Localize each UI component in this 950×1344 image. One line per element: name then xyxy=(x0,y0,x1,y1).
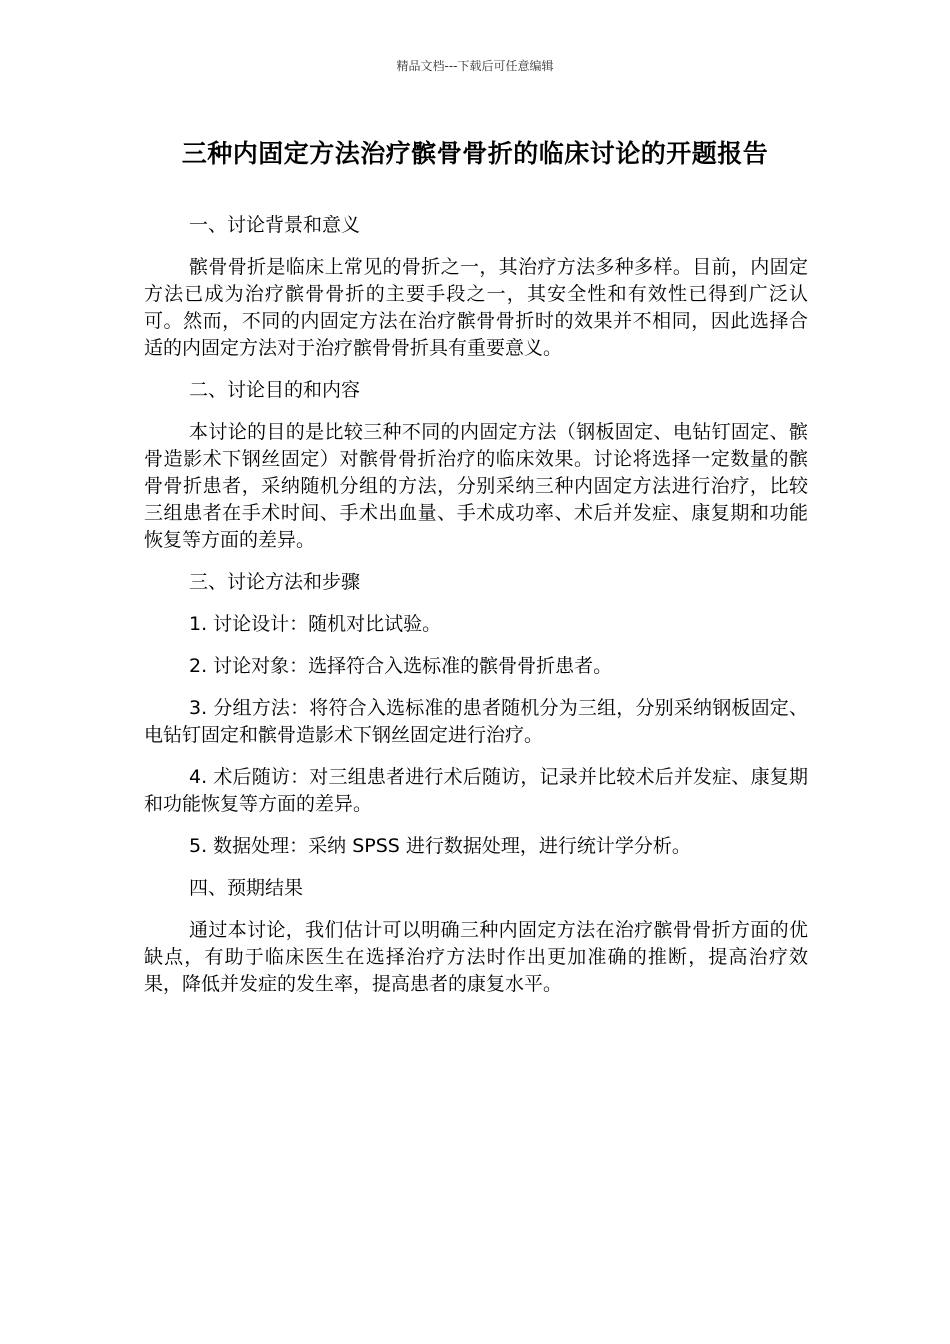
list-item-data-processing: 5. 数据处理：采纳 SPSS 进行数据处理，进行统计学分析。 xyxy=(189,835,691,857)
section-heading-expected-results: 四、预期结果 xyxy=(189,877,304,899)
list-item-subjects: 2. 讨论对象：选择符合入选标准的髌骨骨折患者。 xyxy=(189,655,613,677)
list-item-design: 1. 讨论设计：随机对比试验。 xyxy=(189,613,442,635)
section-paragraph-purpose: 本讨论的目的是比较三种不同的内固定方法（钢板固定、电钻钉固定、髌骨造影术下钢丝固定）对髌骨骨折治疗的临床效果。讨论将选择一定数量的髌骨骨折患者，采纳随机分组的方法，分别采纳三种内固定方法进行治疗，比较三组患者在手术时间、手术出血量、手术成功率、术后并发症、康复期和功能恢复等方面的差异。 xyxy=(144,421,808,551)
list-item-grouping: 3. 分组方法：将符合入选标准的患者随机分为三组，分别采纳钢板固定、电钻钉固定和髌骨造影术下钢丝固定进行治疗。 xyxy=(144,697,808,746)
section-paragraph-background: 髌骨骨折是临床上常见的骨折之一，其治疗方法多种多样。目前，内固定方法已成为治疗髌骨骨折的主要手段之一，其安全性和有效性已得到广泛认可。然而，不同的内固定方法在治疗髌骨骨折时的效果并不相同，因此选择合适的内固定方法对于治疗髌骨骨折具有重要意义。 xyxy=(144,256,808,359)
section-heading-purpose: 二、讨论目的和内容 xyxy=(189,379,361,401)
list-item-followup: 4. 术后随访：对三组患者进行术后随访，记录并比较术后并发症、康复期和功能恢复等方面的差异。 xyxy=(144,766,808,815)
header-note: 精品文档---下载后可任意编辑 xyxy=(396,59,554,73)
section-heading-methods: 三、讨论方法和步骤 xyxy=(189,571,361,593)
section-heading-background: 一、讨论背景和意义 xyxy=(189,214,361,236)
document-title: 三种内固定方法治疗髌骨骨折的临床讨论的开题报告 xyxy=(181,139,769,168)
section-paragraph-expected-results: 通过本讨论，我们估计可以明确三种内固定方法在治疗髌骨骨折方面的优缺点，有助于临床医生在选择治疗方法时作出更加准确的推断，提高治疗效果，降低并发症的发生率，提高患者的康复水平。 xyxy=(144,919,808,995)
document-body xyxy=(144,212,808,1013)
